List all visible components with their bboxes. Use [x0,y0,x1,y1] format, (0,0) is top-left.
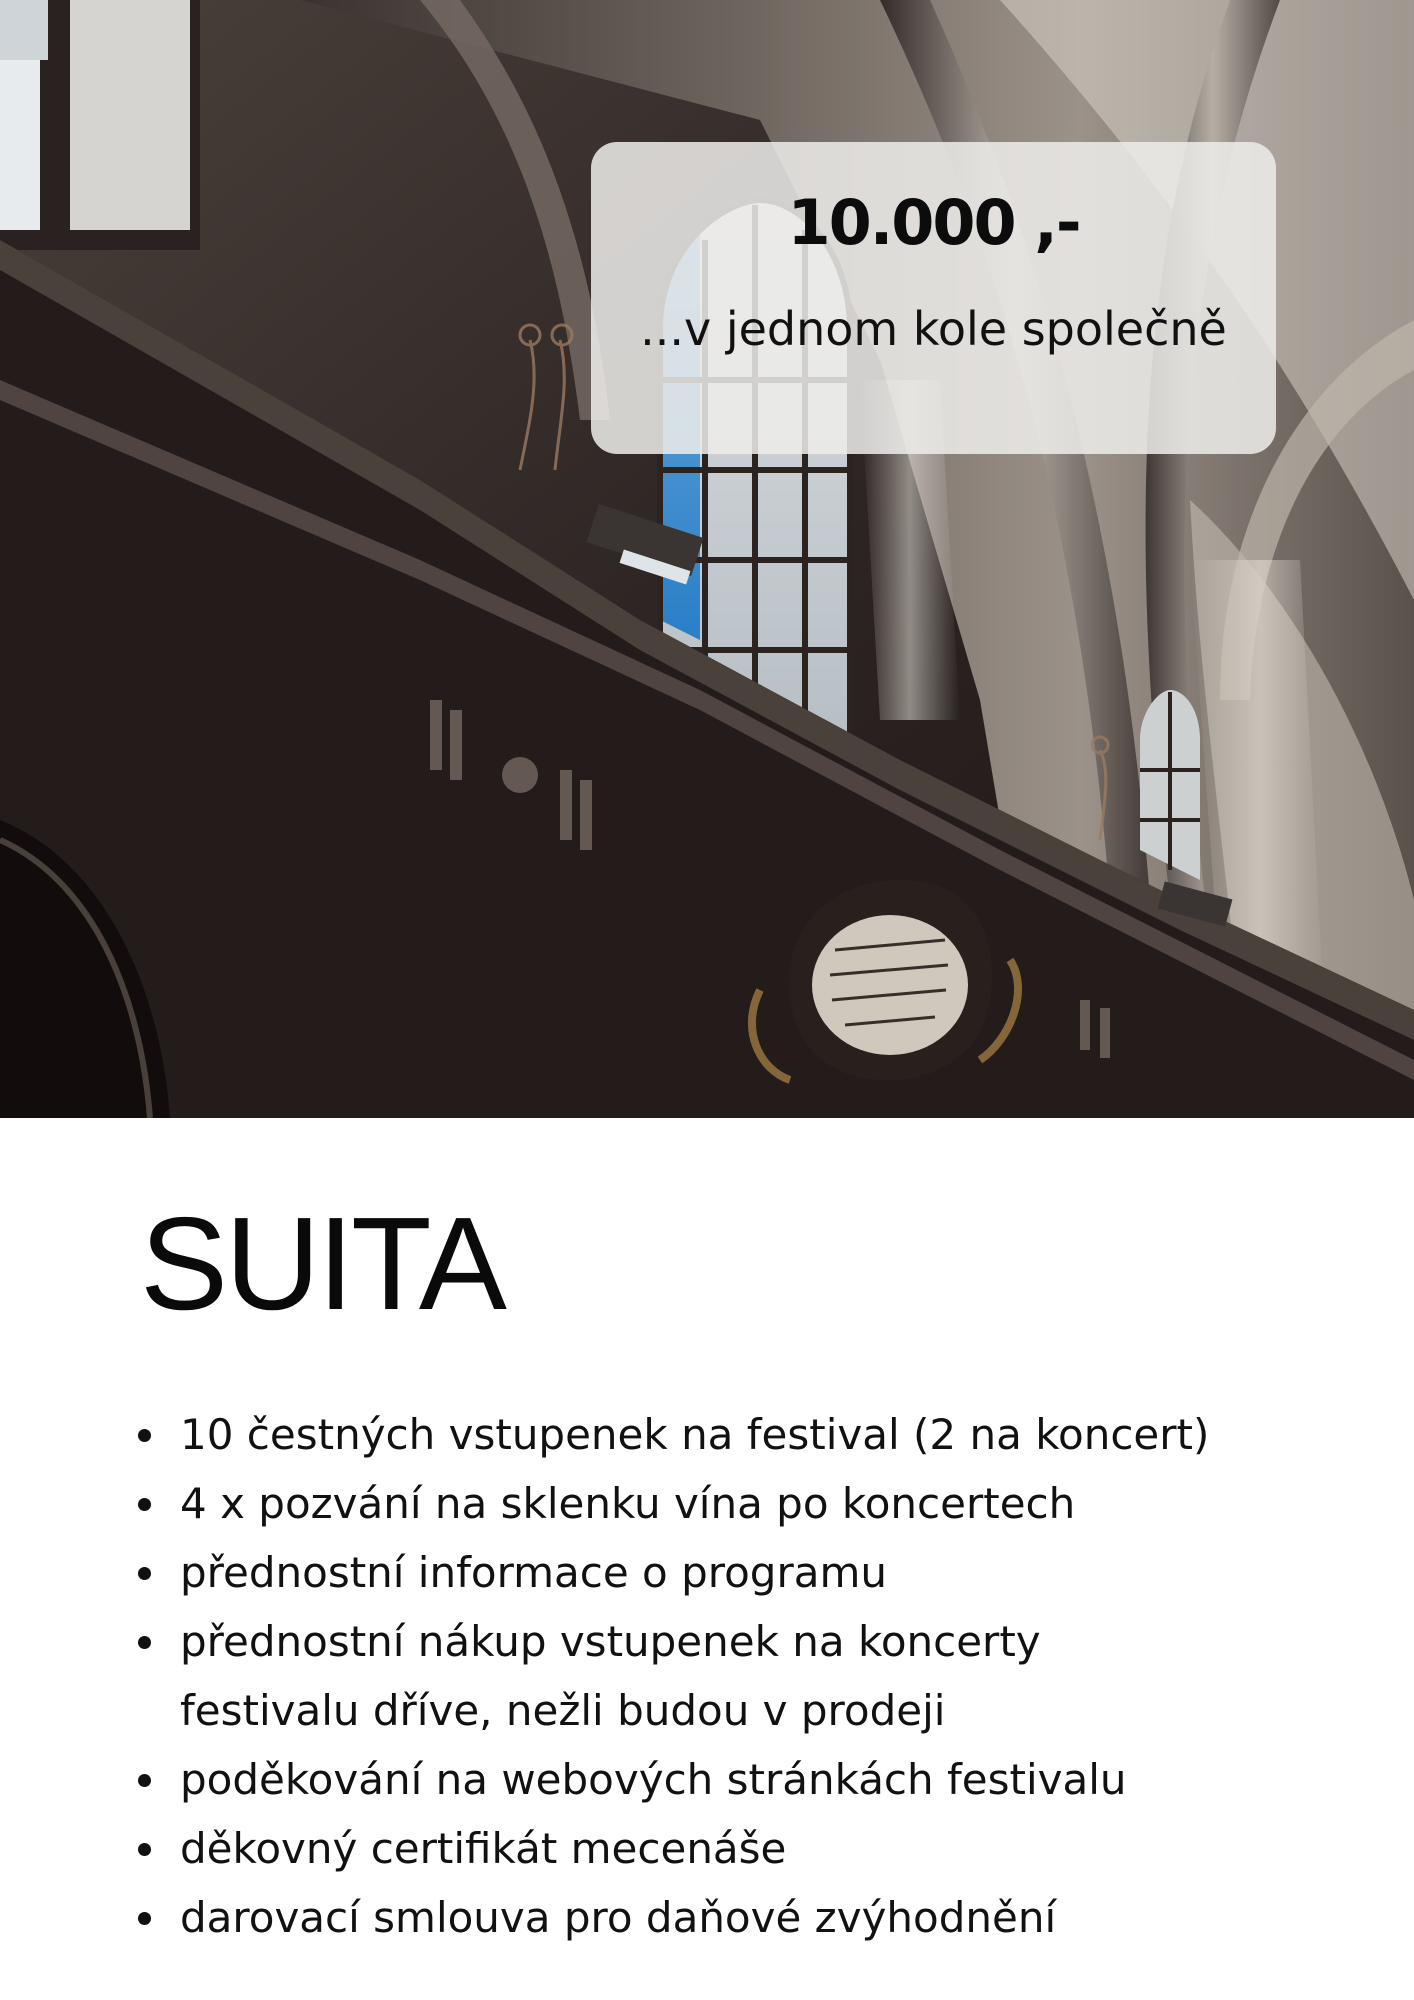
benefit-text: festivalu dříve, nežli budou v prodeji [180,1686,946,1735]
page-title: SUITA [140,1190,504,1337]
list-item [130,1814,1380,1883]
bullet-icon [138,1636,151,1649]
benefits-list [130,1400,1380,1952]
bullet-icon [138,1498,151,1511]
content-section [0,1118,1414,2000]
benefit-text: darovací smlouva pro daňové zvýhodnění [180,1893,1057,1942]
benefit-text: 10 čestných vstupenek na festival (2 na koncert) [180,1410,1210,1459]
benefit-text: přednostní informace o programu [180,1548,887,1597]
benefit-text: přednostní nákup vstupenek na koncerty [180,1617,1041,1666]
list-item [130,1883,1380,1952]
price-card [591,142,1276,454]
benefit-text: poděkování na webových stránkách festivalu [180,1755,1127,1804]
bullet-icon [138,1774,151,1787]
bullet-icon [138,1567,151,1580]
list-item-continuation [130,1676,1380,1745]
list-item [130,1745,1380,1814]
bullet-icon [138,1912,151,1925]
list-item [130,1607,1380,1676]
bullet-icon [138,1429,151,1442]
list-item [130,1469,1380,1538]
benefit-text: děkovný certifikát mecenáše [180,1824,787,1873]
list-item [130,1400,1380,1469]
price-note: ...v jednom kole společně [640,302,1227,356]
price-amount: 10.000 ,- [787,186,1080,259]
benefit-text: 4 x pozvání na sklenku vína po koncertech [180,1479,1076,1528]
bullet-icon [138,1843,151,1856]
list-item [130,1538,1380,1607]
